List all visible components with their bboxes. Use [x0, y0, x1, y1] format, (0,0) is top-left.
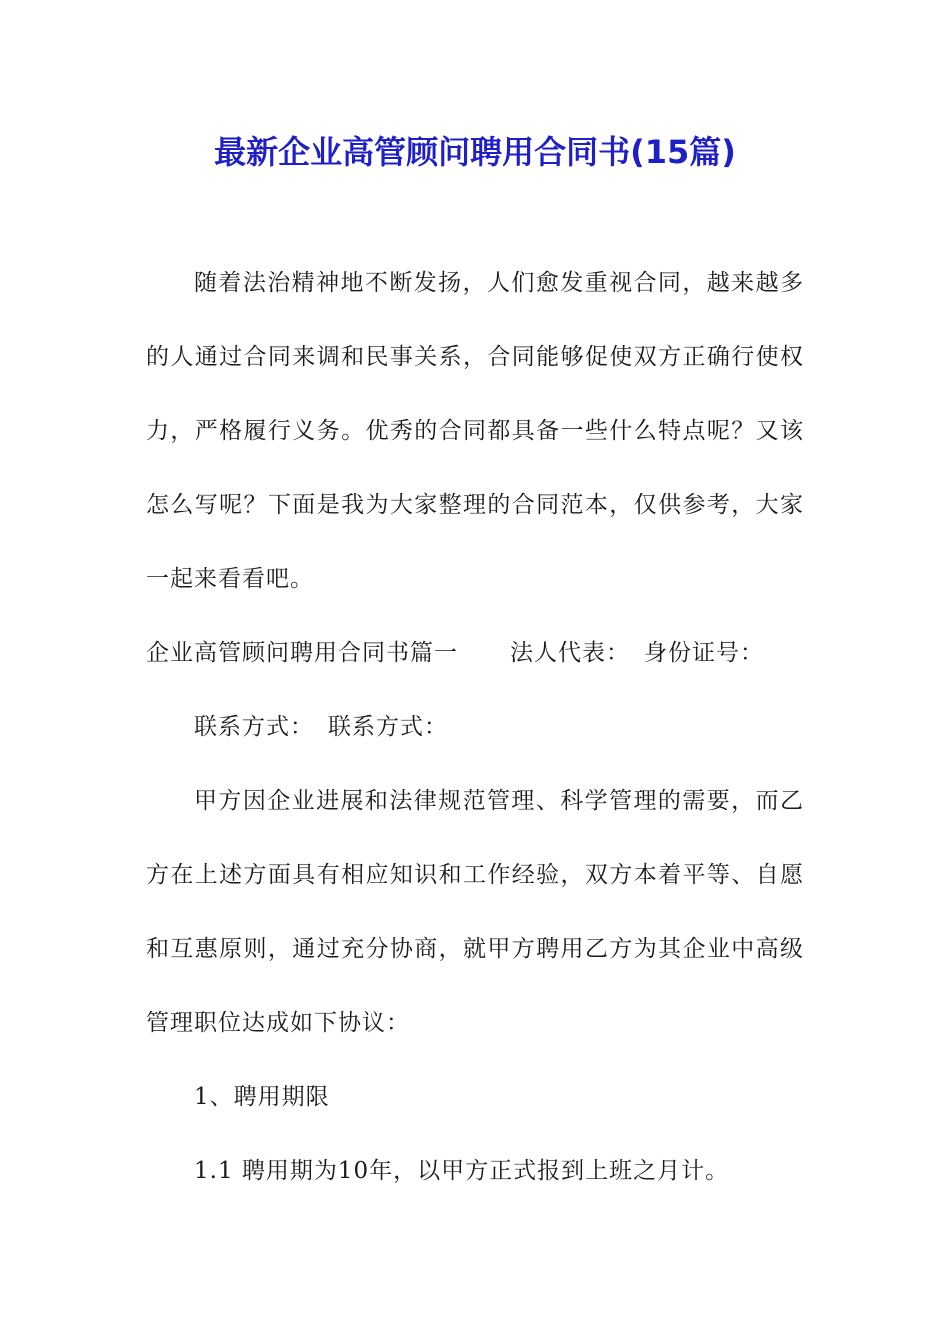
document-title: 最新企业高管顾问聘用合同书(15篇)	[214, 133, 736, 171]
contact-line	[146, 690, 804, 764]
legal-representative-label: 法人代表：	[510, 640, 630, 666]
contact-label-party-b: 联系方式：	[328, 714, 448, 740]
clause-1-title: 1、聘用期限	[194, 1084, 330, 1110]
clause-1-1: 1.1 聘用期为10年，以甲方正式报到上班之月计。	[194, 1158, 730, 1184]
id-number-label: 身份证号：	[644, 640, 764, 666]
contact-label-party-a: 联系方式：	[194, 714, 314, 740]
document-body	[146, 246, 804, 1208]
section-heading-line	[146, 616, 804, 690]
preamble-paragraph: 甲方因企业进展和法律规范管理、科学管理的需要，而乙方在上述方面具有相应知识和工作经验，双方本着平等、自愿和互惠原则，通过充分协商，就甲方聘用乙方为其企业中高级管理职位达成如下协议：	[146, 788, 804, 1036]
section-heading: 企业高管顾问聘用合同书篇一	[146, 640, 458, 666]
intro-paragraph: 随着法治精神地不断发扬，人们愈发重视合同，越来越多的人通过合同来调和民事关系，合同能够促使双方正确行使权力，严格履行义务。优秀的合同都具备一些什么特点呢？又该怎么写呢？下面是我为大家整理的合同范本，仅供参考，大家一起来看看吧。	[146, 270, 804, 592]
